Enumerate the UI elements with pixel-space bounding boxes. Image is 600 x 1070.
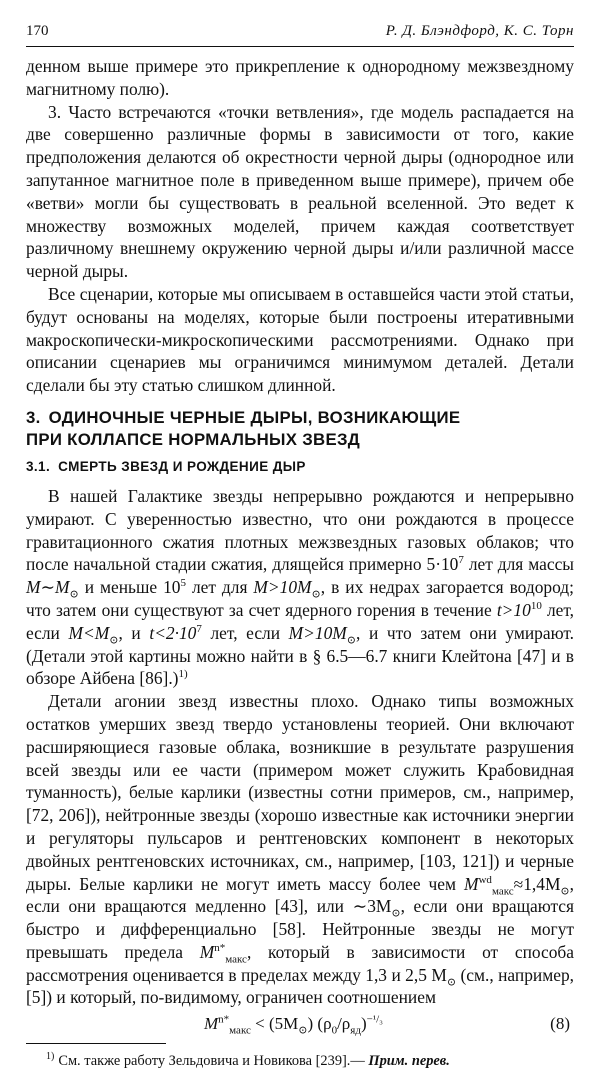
equation-number: (8) — [550, 1014, 570, 1034]
subsection-title: СМЕРТЬ ЗВЕЗД И РОЖДЕНИЕ ДЫР — [58, 458, 306, 474]
paragraph-scenarios: Все сценарии, которые мы описываем в оставшейся части этой статьи, будут основаны на моделях, которые были построены итеративными макроскопически-микроскопическими рассмотрениями. Однако при описании сценариев мы ограничимся минимумом деталей. Детали сделали бы эту статью слишком длинной. — [26, 283, 574, 396]
equation-8 — [26, 1009, 574, 1039]
header-rule — [26, 46, 574, 47]
section-heading — [26, 407, 574, 451]
translator-note: Прим. перев. — [368, 1053, 450, 1070]
page-number: 170 — [26, 23, 49, 39]
subsection-number: 3.1. — [26, 458, 51, 474]
page-header — [26, 22, 574, 40]
section-title-line-2: ПРИ КОЛЛАПСЕ НОРМАЛЬНЫХ ЗВЕЗД — [26, 429, 361, 449]
equation-expression: $M^{n*}_{макс} < (5M_⊙)$ $(\rho_0/\rho_{яд})^{-^1/_3}$ — [204, 1013, 384, 1037]
footnote-text: См. также работу Зельдовича и Новикова [239].— — [58, 1053, 369, 1070]
section-title-line-1: ОДИНОЧНЫЕ ЧЕРНЫЕ ДЫРЫ, ВОЗНИКАЮЩИЕ — [48, 407, 461, 427]
subsection-heading — [26, 457, 574, 477]
paragraph-continued: денном выше примере это прикрепление к однородному межзвездному магнитному полю). — [26, 56, 574, 99]
running-title: Р. Д. Блэндфорд, К. С. Торн — [385, 23, 574, 39]
paragraph-star-birth: В нашей Галактике звезды непрерывно рождаются и непрерывно умирают. С уверенностью известно, что они рождаются в процессе гравитационного сжатия плотных межзвездных газовых облаков; что после начальной стадии сжатия, длящейся примерно $5\cdot 10^7$ лет для массы $M\sim M_⊙$ и меньше $10^5$ лет для $M>10M_⊙$, в их недрах загорается водород; что затем они существуют за счет ядерного горения в течение $t>10^{10}$ лет, если $M<M_⊙$, и $t<2\cdot 10^7$ лет, если $M>10M_⊙$, и что затем они умирают. (Детали этой картины можно найти в § 6.5—6.7 книги Клейтона [47] и в обзоре Айбена [86].)$^{1)}$ — [26, 485, 575, 689]
paragraph-branch-points: 3. Часто встречаются «точки ветвления», где модель распадается на две совершенно различные формы в зависимости от того, какие предположения делаются об окрестности черной дыры (однородное или запутанное магнитное поле в приведенном выше примере), причем обе «ветви» могли бы существовать в реальной вселенной. Это ведет к множеству возможных моделей, причем каждая соответствует различному внешнему окружению черной дыры и/или различной массе черной дыры. — [26, 101, 574, 282]
footnote-rule — [26, 1043, 166, 1044]
paragraph-star-remnants: Детали агонии звезд известны плохо. Однако типы возможных остатков умерших звезд твердо установлены теорией. Они включают расширяющиеся газовые облака, возникшие в результате разрушения всей звезды или ее части (примером может служить Крабовидная туманность), белые карлики (известны сотни примеров, см., например, [72, 206]), нейтронные звезды (хорошо известные как источники энергии и регуляторы пульсаров и рентгеновских компонент в некоторых двойных рентгеновских источниках, см., например, [103, 121]) и черные дыры. Белые карлики не могут иметь массу более чем $M^{wd}_{макс}\approx 1,4M_⊙$, если они вращаются медленно [43], или $\sim 3M_⊙$, если они вращаются быстро и дифференциально [58]. Нейтронные звезды не могут превышать предела $M^{n*}_{макс}$, который в зависимости от способа рассмотрения оценивается в пределах между 1,3 и 2,5 $M_⊙$ (см., например, [5]) и который, по-видимому, ограничен соотношением — [26, 691, 575, 1008]
footnote-mark: 1) — [46, 1051, 55, 1063]
footnote-reference: 1) — [178, 668, 188, 681]
page-body — [26, 55, 574, 1070]
footnote — [26, 1048, 574, 1070]
section-number: 3. — [26, 407, 41, 427]
